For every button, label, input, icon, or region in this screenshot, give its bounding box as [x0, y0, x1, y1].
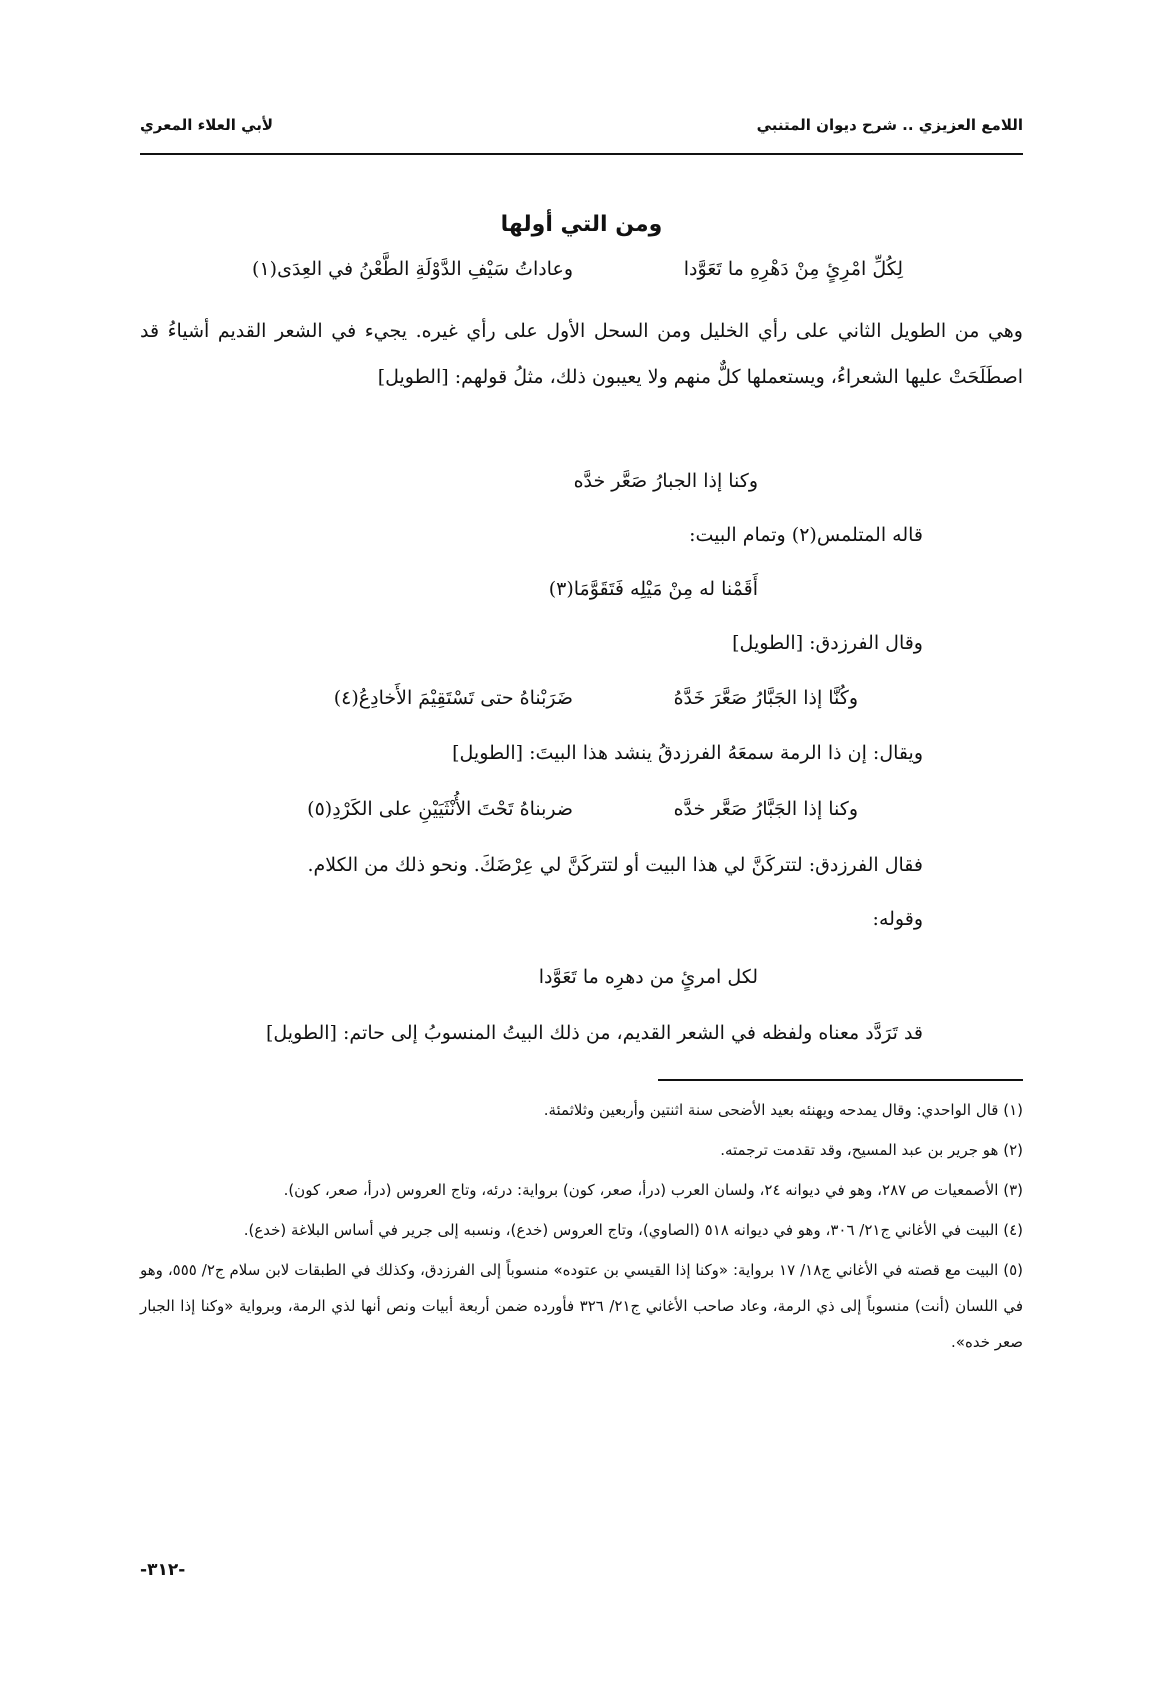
opening-verse-first-hemistich: لِكُلِّ امْرِئٍ مِنْ دَهْرِهِ ما تَعَوَّدا: [683, 258, 903, 280]
footnote-5: (٥) البيت مع قصته في الأغاني ج١٨/ ١٧ برواية: «وكنا إذا القيسي بن عتوده» منسوباً إلى الفرزدق، وكذلك في الطبقات لابن سلام ج٢/ ٥٥٥، وهو في اللسان (أنت) منسوباً إلى ذي الرمة، وعاد صاحب الأغاني ج٢١/ ٣٢٦ فأورده ضمن أربعة أبيات ونص أنها لذي الرمة، وبرواية «وكنا إذا الجبار صعر خده».: [140, 1261, 1024, 1351]
header-divider: [140, 153, 1023, 155]
section-title: ومن التي أولها: [500, 212, 663, 237]
quote-3: لكل امرئٍ من دهرِه ما تَعَوَّدا: [538, 966, 758, 988]
footnote-1: (١) قال الواحدي: وقال يمدحه ويهنئه بعيد الأضحى سنة اثنتين وأربعين وثلاثمئة.: [543, 1101, 1023, 1119]
line-7: قد تَرَدَّد معناه ولفظه في الشعر القديم، من ذلك البيتُ المنسوبُ إلى حاتم: [الطويل]: [265, 1022, 923, 1044]
line-2: قاله المتلمس(٢) وتمام البيت:: [689, 524, 923, 546]
paragraph-1: وهي من الطويل الثاني على رأي الخليل ومن السحل الأول على رأي غيره. يجيء في الشعر القديم أشياءُ قد اصطَلَحَتْ عليها الشعراءُ، ويستعملها كلٌّ منهم ولا يعيبون ذلك، مثلُ قولهم: [الطويل]: [140, 320, 1023, 388]
quote-2: أَقَمْنا له مِنْ مَيْلِه فَتَقَوَّمَا(٣): [548, 578, 758, 600]
verse-3-first-hemistich: وكنا إذا الجَبَّارُ صَعَّر خدَّه: [673, 798, 858, 820]
line-4: ويقال: إن ذا الرمة سمعَهُ الفرزدقُ ينشد هذا البيتَ: [الطويل]: [452, 742, 923, 764]
quote-1: وكنا إذا الجبارُ صَعَّر خدَّه: [573, 470, 758, 492]
footnotes: [140, 1092, 1023, 1364]
running-header-title: اللامع العزيزي .. شرح ديوان المتنبي: [756, 116, 1023, 134]
verse-3-second-hemistich: ضربناهُ تَحْتَ الأُنْثَيَيْنِ على الكَرْدِ(٥): [307, 798, 573, 820]
line-3: وقال الفرزدق: [الطويل]: [732, 632, 923, 654]
running-header-author: لأبي العلاء المعري: [140, 116, 274, 134]
verse-2-first-hemistich: وكُنَّا إذا الجَبَّارُ صَعَّرَ خَدَّهُ: [673, 687, 858, 709]
footnote-divider: [658, 1079, 1023, 1081]
line-5: فقال الفرزدق: لتتركَنَّ لي هذا البيت أو لتتركَنَّ لي عِرْضَكَ. ونحو ذلك من الكلام.: [307, 854, 923, 876]
footnote-2: (٢) هو جرير بن عبد المسيح، وقد تقدمت ترجمته.: [720, 1141, 1023, 1159]
page-number: -٣١٢-: [140, 1560, 186, 1580]
footnote-3: (٣) الأصمعيات ص ٢٨٧، وهو في ديوانه ٢٤، ولسان العرب (درأ، صعر، كون) برواية: درئه، وتاج العروس (درأ، صعر، كون).: [283, 1181, 1023, 1199]
opening-verse-second-hemistich: وعاداتُ سَيْفِ الدَّوْلَةِ الطَّعْنُ في العِدَى(١): [252, 258, 573, 280]
verse-2-second-hemistich: ضَرَبْناهُ حتى تَسْتَقِيْمَ الأَخادِعُ(٤): [333, 687, 573, 709]
line-6: وقوله:: [872, 908, 923, 930]
footnote-4: (٤) البيت في الأغاني ج٢١/ ٣٠٦، وهو في ديوانه ٥١٨ (الصاوي)، وتاج العروس (خدع)، ونسبه إلى جرير في أساس البلاغة (خدع).: [243, 1221, 1023, 1239]
